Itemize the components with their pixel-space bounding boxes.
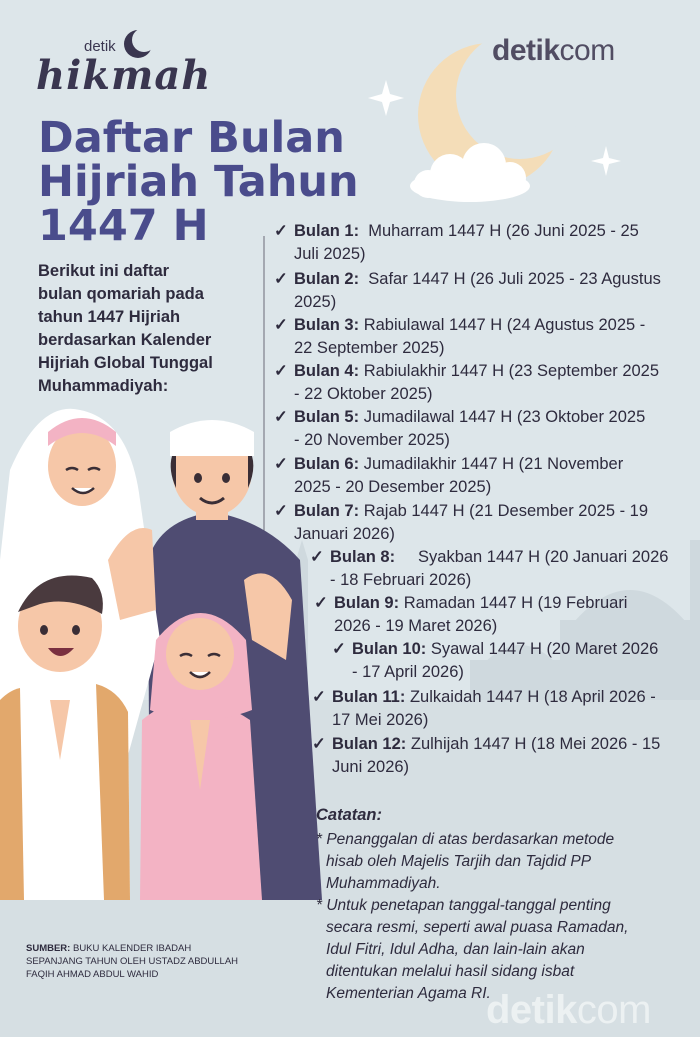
title-line-3: 1447 H <box>38 201 209 251</box>
note-line: hisab oleh Majelis Tarjih dan Tajdid PP <box>326 853 592 870</box>
check-icon: ✓ <box>274 270 288 288</box>
month-label: Bulan 11: <box>332 688 406 706</box>
month-detail-cont: Juli 2025) <box>294 245 366 263</box>
list-item <box>274 500 648 546</box>
check-icon: ✓ <box>274 502 288 520</box>
intro-line: bulan qomariah pada <box>38 285 204 303</box>
watermark-light-text: com <box>576 988 651 1032</box>
month-detail: Ramadan 1447 H (19 Februari <box>403 594 628 612</box>
list-item <box>274 314 645 360</box>
month-detail: Rajab 1447 H (21 Desember 2025 - 19 <box>363 502 649 520</box>
title-line-2: Hijriah Tahun <box>38 157 359 207</box>
intro-paragraph <box>38 260 268 398</box>
month-detail: Muharram 1447 H (26 Juni 2025 - 25 <box>368 222 639 240</box>
month-label: Bulan 7: <box>294 502 360 520</box>
intro-line: Berikut ini daftar <box>38 262 170 280</box>
source-text: SEPANJANG TAHUN OLEH USTADZ ABDULLAH <box>26 956 239 967</box>
logo-hikmah-text: hikmah <box>36 52 212 99</box>
check-icon: ✓ <box>312 735 326 753</box>
source-label: SUMBER: <box>26 943 71 954</box>
check-icon: ✓ <box>310 548 324 566</box>
intro-line: Muhammadiyah: <box>38 377 169 395</box>
month-detail: Syakban 1447 H (20 Januari 2026 <box>418 548 669 566</box>
month-detail-cont: 17 Mei 2026) <box>332 711 429 729</box>
month-detail-cont: 2025) <box>294 293 337 311</box>
source-credit <box>26 942 286 981</box>
month-label: Bulan 9: <box>334 594 400 612</box>
month-detail-cont: - 17 April 2026) <box>352 663 464 681</box>
check-icon: ✓ <box>312 688 326 706</box>
month-detail: Safar 1447 H (26 Juli 2025 - 23 Agustus <box>368 270 661 288</box>
note-line: Idul Fitri, Idul Adha, dan lain-lain akan <box>326 941 585 958</box>
check-icon: ✓ <box>274 316 288 334</box>
note-line: ditentukan melalui hasil sidang isbat <box>326 963 575 980</box>
intro-line: tahun 1447 Hijriah <box>38 308 181 326</box>
month-detail: Jumadilawal 1447 H (23 Oktober 2025 <box>363 408 646 426</box>
month-label: Bulan 1: <box>294 222 360 240</box>
list-item <box>312 733 660 779</box>
check-icon: ✓ <box>332 640 346 658</box>
check-icon: ✓ <box>314 594 328 612</box>
month-label: Bulan 5: <box>294 408 360 426</box>
source-text: FAQIH AHMAD ABDUL WAHID <box>26 969 159 980</box>
title-line-1: Daftar Bulan <box>38 113 345 163</box>
check-icon: ✓ <box>274 362 288 380</box>
month-detail-cont: Januari 2026) <box>294 525 395 543</box>
month-detail-cont: - 22 Oktober 2025) <box>294 385 433 403</box>
check-icon: ✓ <box>274 408 288 426</box>
month-detail: Jumadilakhir 1447 H (21 November <box>363 455 624 473</box>
month-detail-cont: 2025 - 20 Desember 2025) <box>294 478 492 496</box>
list-item <box>312 686 656 732</box>
note-line: * Untuk penetapan tanggal-tanggal penting <box>316 897 611 914</box>
watermark-logo <box>486 988 651 1033</box>
brand-logo <box>492 34 615 68</box>
watermark-bold-text: detik <box>486 988 577 1032</box>
month-detail: Syawal 1447 H (20 Maret 2026 <box>430 640 659 658</box>
month-label: Bulan 3: <box>294 316 360 334</box>
list-item <box>274 220 639 266</box>
note-line: secara resmi, seperti awal puasa Ramadan, <box>326 919 629 936</box>
month-detail: Rabiulakhir 1447 H (23 September 2025 <box>363 362 660 380</box>
note-line: * Penanggalan di atas berdasarkan metode <box>316 831 615 848</box>
month-detail-cont: - 20 November 2025) <box>294 431 450 449</box>
list-item <box>274 360 659 406</box>
month-label: Bulan 4: <box>294 362 360 380</box>
list-item <box>274 268 661 314</box>
brand-bold-text: detik <box>492 34 560 67</box>
list-item <box>332 638 658 684</box>
list-item <box>310 546 668 592</box>
notes-title: Catatan: <box>316 806 383 824</box>
month-label: Bulan 12: <box>332 735 407 753</box>
intro-line: berdasarkan Kalender <box>38 331 212 349</box>
check-icon: ✓ <box>274 222 288 240</box>
list-item <box>274 406 645 452</box>
month-label: Bulan 8: <box>330 548 396 566</box>
month-detail: Zulkaidah 1447 H (18 April 2026 - <box>409 688 656 706</box>
month-detail: Zulhijah 1447 H (18 Mei 2026 - 15 <box>410 735 661 753</box>
month-label: Bulan 6: <box>294 455 360 473</box>
note-line: Muhammadiyah. <box>326 875 441 892</box>
month-detail-cont: - 18 Februari 2026) <box>330 571 472 589</box>
month-label: Bulan 2: <box>294 270 360 288</box>
check-icon: ✓ <box>274 455 288 473</box>
girl-figure <box>140 613 262 900</box>
month-detail-cont: 2026 - 19 Maret 2026) <box>334 617 498 635</box>
intro-line: Hijriah Global Tunggal <box>38 354 213 372</box>
brand-light-text: com <box>559 34 615 67</box>
month-detail-cont: Juni 2026) <box>332 758 410 776</box>
month-detail: Rabiulawal 1447 H (24 Agustus 2025 - <box>363 316 646 334</box>
note-line: Kementerian Agama RI. <box>326 985 491 1002</box>
list-item <box>314 592 627 638</box>
source-text: BUKU KALENDER IBADAH <box>70 943 192 954</box>
month-label: Bulan 10: <box>352 640 427 658</box>
month-detail-cont: 22 September 2025) <box>294 339 445 357</box>
logo-small-text: detik <box>84 38 116 55</box>
list-item <box>274 453 623 499</box>
notes-section <box>316 804 686 1005</box>
